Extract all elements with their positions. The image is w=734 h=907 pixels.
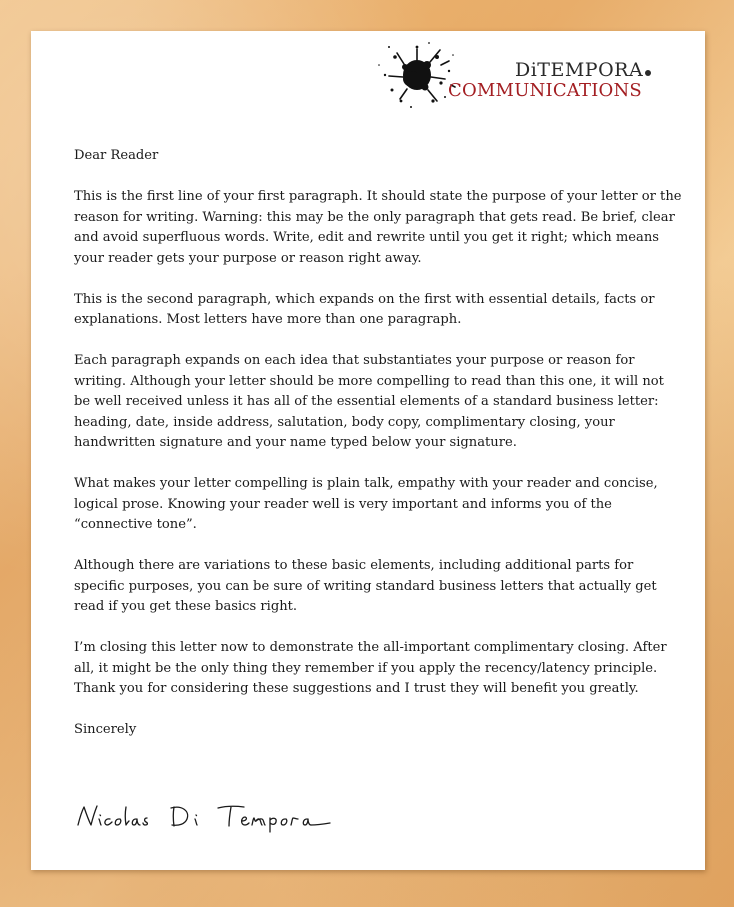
ink-splat-icon <box>367 35 457 115</box>
letter-page <box>31 31 705 870</box>
salutation: Dear Reader <box>74 148 159 163</box>
logo-wordmark-bottom: COMMUNICATIONS <box>448 80 642 101</box>
complimentary-closing: Sincerely <box>74 722 137 737</box>
paragraph-6: I’m closing this letter now to demonstrate the all-important complimentary closing. After all, it might be the only thing they remember if you apply the recency/latency principle. Thank you for considering these suggestions and I trust they will benefit you greatly. <box>74 640 667 696</box>
letter-body <box>74 146 684 741</box>
paragraph-5: Although there are variations to these basic elements, including additional parts for specific purposes, you can be sure of writing standard business letters that actually get read if you get these basics right. <box>74 558 657 614</box>
logo-dot <box>645 70 651 76</box>
company-logo <box>367 35 667 115</box>
logo-wordmark-top: DiTEMPORA <box>515 59 651 81</box>
paragraph-4: What makes your letter compelling is plain talk, empathy with your reader and concise, logical prose. Knowing your reader well is very important and informs you of the “connective tone”. <box>74 476 658 532</box>
handwritten-signature <box>74 801 334 835</box>
paragraph-2: This is the second paragraph, which expands on the first with essential details, facts or explanations. Most letters have more than one paragraph. <box>74 291 655 327</box>
paragraph-1: This is the first line of your first paragraph. It should state the purpose of your letter or the reason for writing. Warning: this may be the only paragraph that gets read. Be brief, clear and avoid superfluous words. Write, edit and rewrite until you get it right; which means your reader gets your purpose or reason right away. <box>74 189 682 266</box>
paragraph-3: Each paragraph expands on each idea that substantiates your purpose or reason for writing. Although your letter should be more compelling to read than this one, it will not be well received unless it has all of the essential elements of a standard business letter: heading, date, inside address, salutation, body copy, complimentary closing, your handwritten signature and your name typed below your signature. <box>74 353 664 450</box>
